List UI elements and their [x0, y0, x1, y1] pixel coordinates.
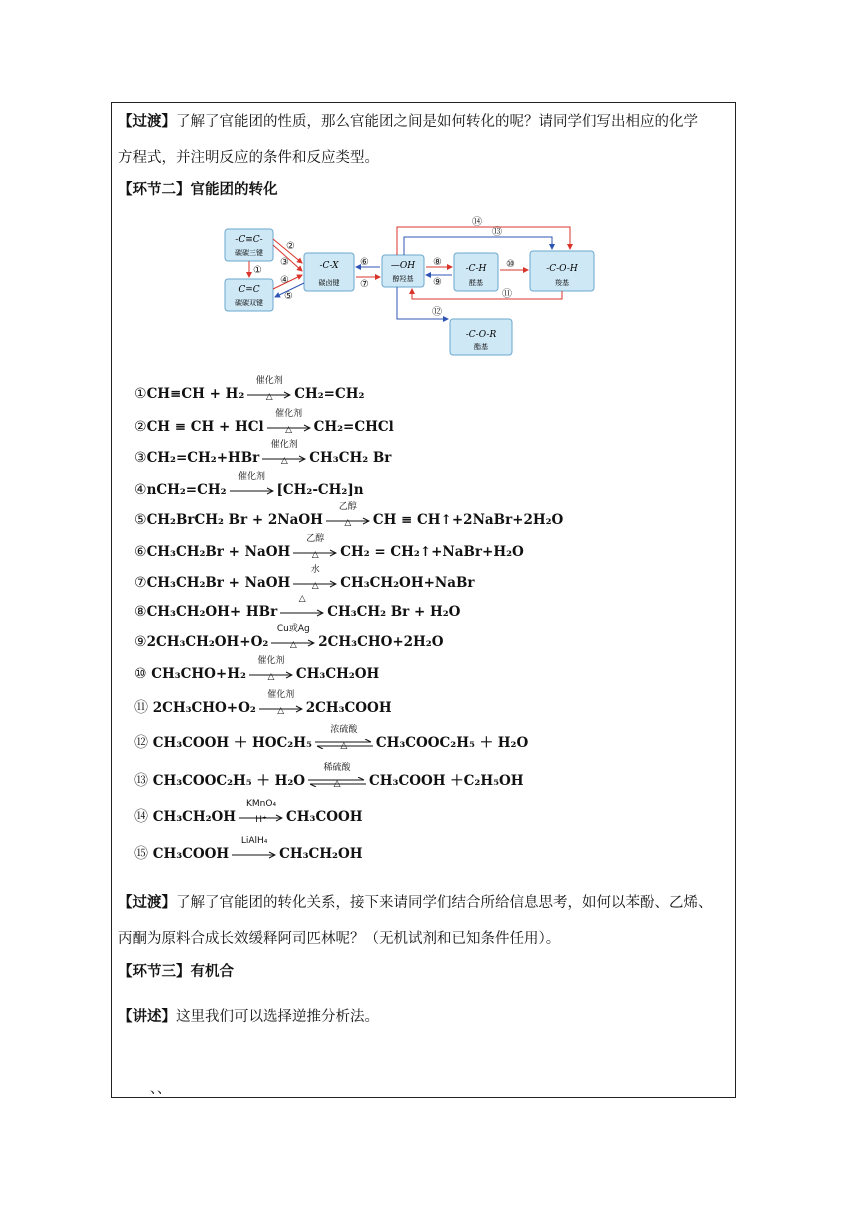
reaction-condition-bottom: △	[340, 740, 348, 751]
reaction-arrow	[326, 501, 370, 528]
trailing-marks: 、、	[150, 1081, 171, 1097]
equation-reactants: CH₃CH₂Br + NaOH	[146, 544, 291, 560]
svg-text:C=C: C=C	[238, 285, 260, 295]
equation-reactants: CH₃CH₂OH	[148, 809, 237, 825]
reaction-arrow	[259, 689, 303, 716]
equation-products: CH₃COOH ＋C₂H₅OH	[369, 773, 524, 789]
reaction-condition-bottom: △	[289, 639, 297, 650]
equation-15	[134, 835, 363, 863]
equation-number: ⑦	[134, 575, 147, 591]
label-1: ①	[253, 265, 262, 276]
equation-reactants: CH₃COOH ＋ HOC₂H₅	[148, 735, 312, 751]
svg-text:-C-O-R: -C-O-R	[465, 330, 497, 340]
equation-products: CH₃COOC₂H₅ ＋ H₂O	[375, 735, 529, 751]
reaction-condition-top: Cu或Ag	[276, 623, 310, 634]
equation-14	[134, 798, 363, 826]
equation-reactants: CH₃CH₂Br + NaOH	[146, 575, 291, 591]
equation-13	[134, 762, 524, 790]
svg-text:醛基: 醛基	[469, 279, 483, 287]
reaction-condition-top: 乙醇	[338, 501, 357, 512]
label-6: ⑥	[360, 257, 369, 268]
equation-products: 2CH₃COOH	[305, 700, 392, 716]
label-7: ⑦	[360, 279, 369, 290]
reaction-condition-bottom: △	[344, 517, 352, 528]
box-halide	[304, 253, 354, 291]
lecture-tag: 【讲述】	[118, 1009, 176, 1025]
svg-text:碳碳三键: 碳碳三键	[235, 249, 263, 257]
svg-text:羧基: 羧基	[555, 279, 569, 287]
reaction-condition-top: 催化剂	[267, 689, 295, 700]
reaction-condition-top: LiAlH₄	[240, 835, 268, 846]
equation-products: 2CH₃CHO+2H₂O	[318, 634, 444, 650]
equation-products: CH₂ = CH₂↑+NaBr+H₂O	[340, 544, 524, 560]
equation-products: CH₃CH₂OH	[295, 666, 380, 682]
label-13: ⑬	[492, 227, 502, 238]
equation-number: ⑧	[134, 604, 147, 620]
section-title: 官能团的转化	[190, 182, 278, 198]
reaction-condition-bottom: △	[333, 778, 341, 789]
equation-reactants: CH₃COOC₂H₅ ＋ H₂O	[148, 773, 306, 789]
equation-products: CH₃COOH	[286, 809, 363, 825]
section-tag: 【环节三】	[118, 964, 191, 980]
equation-reactants: 2CH₃CH₂OH+O₂	[146, 634, 269, 650]
reaction-condition-bottom: △	[265, 391, 273, 402]
reaction-arrow	[262, 439, 306, 466]
svg-text:-C≡C-: -C≡C-	[235, 235, 263, 245]
label-11: ⑪	[502, 289, 512, 300]
equation-products: CH₂=CH₂	[294, 386, 365, 402]
svg-text:碳碳双键: 碳碳双键	[235, 299, 263, 307]
section-tag: 【环节二】	[118, 182, 191, 198]
box-triple-bond	[225, 229, 273, 261]
svg-text:碳卤键: 碳卤键	[318, 279, 340, 287]
equation-number: ①	[134, 386, 147, 402]
equation-number: ⑭	[134, 809, 148, 825]
reaction-condition-bottom: △	[267, 671, 275, 682]
equation-reactants: CH₂=CH₂+HBr	[146, 450, 260, 466]
reaction-arrow	[247, 375, 291, 402]
reaction-arrow	[239, 798, 283, 825]
reaction-condition-bottom: △	[311, 549, 319, 560]
equation-6	[134, 533, 524, 560]
equation-reactants: CH₃CHO+H₂	[146, 666, 246, 682]
equation-number: ②	[134, 419, 147, 435]
reaction-condition-bottom: △	[311, 580, 319, 591]
equation-number: ⑪	[134, 700, 148, 716]
box-carboxylic-acid	[530, 251, 594, 291]
reaction-arrow	[230, 471, 274, 496]
label-8: ⑧	[433, 257, 442, 268]
reaction-condition-top: 稀硫酸	[323, 762, 351, 773]
reaction-arrow	[271, 623, 315, 650]
transition-text-line1: 了解了官能团的性质，那么官能团之间是如何转化的呢？请同学们写出相应的化学	[176, 114, 698, 130]
equation-products: CH₃CH₂OH	[279, 846, 363, 862]
svg-text:—OH: —OH	[390, 261, 416, 271]
reaction-arrow	[280, 593, 324, 618]
box-alcohol	[382, 255, 424, 287]
transition-tag: 【过渡】	[118, 114, 176, 130]
equation-reactants: nCH₂=CH₂	[146, 482, 227, 498]
label-5: ⑤	[284, 291, 293, 302]
lecture-text: 这里我们可以选择逆推分析法。	[176, 1009, 379, 1025]
label-14: ⑭	[472, 217, 482, 228]
reaction-condition-top: 水	[310, 564, 320, 575]
reaction-condition-bottom: △	[285, 424, 293, 435]
equation-7	[134, 564, 475, 591]
reaction-condition-top: 浓硫酸	[330, 724, 358, 735]
reaction-arrow	[308, 762, 366, 789]
svg-text:醇羟基: 醇羟基	[392, 275, 414, 283]
label-3: ③	[280, 257, 289, 268]
reaction-condition-top: 催化剂	[275, 408, 303, 419]
equation-4	[134, 471, 364, 498]
section-title: 有机合	[190, 964, 234, 980]
reaction-arrow	[267, 408, 311, 435]
equation-1	[134, 375, 365, 402]
equation-reactants: CH₃CH₂OH+ HBr	[146, 604, 278, 620]
equation-reactants: CH₃COOH	[148, 846, 230, 862]
functional-group-diagram	[222, 215, 602, 357]
equation-reactants: 2CH₃CHO+O₂	[148, 700, 256, 716]
equation-number: ⑮	[134, 846, 148, 862]
reaction-condition-top: △	[298, 593, 306, 604]
reaction-arrow	[232, 835, 276, 860]
svg-text:-C-H: -C-H	[465, 264, 487, 274]
equation-number: ⑤	[134, 512, 147, 528]
transition-tag: 【过渡】	[118, 895, 176, 911]
equation-number: ⑩	[134, 666, 147, 682]
equation-8	[134, 593, 461, 620]
reaction-condition-top: 催化剂	[257, 655, 285, 666]
equation-number: ⑬	[134, 773, 148, 789]
reaction-condition-top: 乙醇	[306, 533, 325, 544]
reaction-arrow	[293, 533, 337, 560]
reaction-arrow	[315, 724, 373, 751]
equation-reactants: CH≡CH + H₂	[146, 386, 245, 402]
reaction-condition-bottom: △	[277, 705, 285, 716]
label-10: ⑩	[506, 259, 515, 270]
equation-products: CH₃CH₂ Br + H₂O	[327, 604, 461, 620]
equation-number: ⑨	[134, 634, 147, 650]
equation-2	[134, 408, 394, 435]
equation-3	[134, 439, 392, 466]
equation-products: CH₂=CHCl	[313, 419, 394, 435]
reaction-condition-top: 催化剂	[255, 375, 283, 386]
reaction-condition-top: 催化剂	[238, 471, 266, 482]
equation-11	[134, 689, 392, 717]
label-12: ⑫	[432, 307, 442, 318]
box-ester	[450, 319, 512, 355]
reaction-condition-bottom: H⁺	[255, 814, 267, 825]
box-double-bond	[225, 279, 273, 311]
box-aldehyde	[454, 253, 498, 291]
equation-products: CH ≡ CH↑+2NaBr+2H₂O	[372, 512, 564, 528]
equation-number: ③	[134, 450, 147, 466]
label-9: ⑨	[433, 277, 442, 288]
equation-number: ⑥	[134, 544, 147, 560]
equation-number: ⑫	[134, 735, 148, 751]
label-2: ②	[286, 241, 295, 252]
reaction-condition-top: KMnO₄	[246, 798, 277, 809]
equation-products: CH₃CH₂OH+NaBr	[340, 575, 475, 591]
equation-reactants: CH ≡ CH + HCl	[146, 419, 264, 435]
equation-12	[134, 724, 529, 752]
transition-text-line1: 了解了官能团的转化关系，接下来请同学们结合所给信息思考，如何以苯酚、乙烯、	[176, 895, 713, 911]
reaction-condition-bottom: △	[280, 455, 288, 466]
reaction-arrow	[293, 564, 337, 591]
equation-5	[134, 501, 564, 528]
svg-text:酯基: 酯基	[474, 343, 488, 351]
equation-number: ④	[134, 482, 147, 498]
svg-text:-C-O-H: -C-O-H	[546, 264, 578, 274]
equation-reactants: CH₂BrCH₂ Br + 2NaOH	[146, 512, 323, 528]
svg-text:-C-X: -C-X	[319, 261, 339, 271]
equation-products: [CH₂-CH₂]n	[276, 482, 364, 498]
label-4: ④	[280, 275, 289, 286]
transition-text-line2: 方程式，并注明反应的条件和反应类型。	[118, 150, 379, 166]
equation-10	[134, 655, 380, 682]
equation-9	[134, 623, 444, 650]
reaction-condition-top: 催化剂	[270, 439, 298, 450]
reaction-arrow	[249, 655, 293, 682]
equation-products: CH₃CH₂ Br	[309, 450, 392, 466]
transition-text-line2: 丙酮为原料合成长效缓释阿司匹林呢？（无机试剂和已知条件任用）。	[118, 931, 561, 947]
